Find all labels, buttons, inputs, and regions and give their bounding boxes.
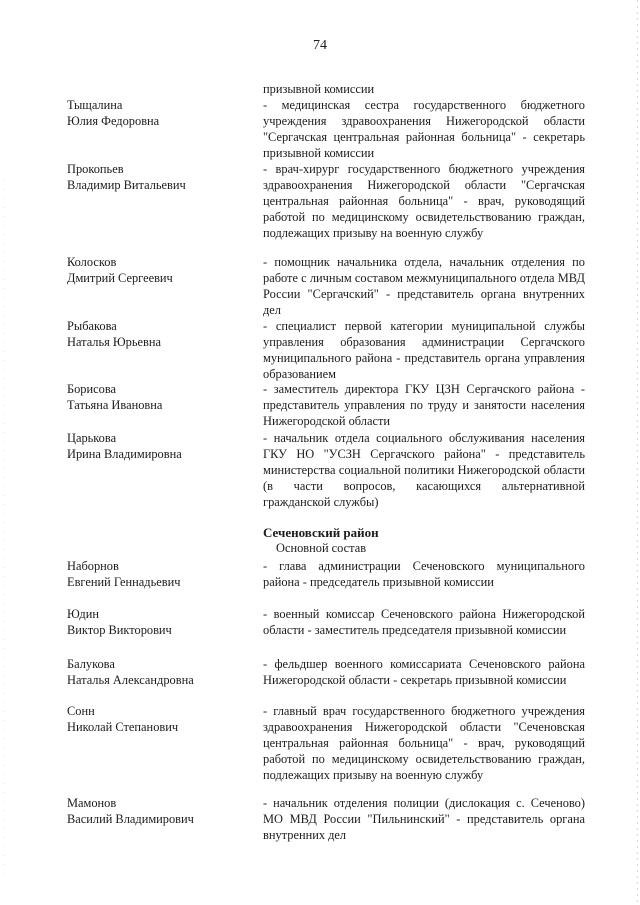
member-surname: Мамонов — [67, 796, 117, 810]
member-role: - начальник отделения полиции (дислокация с. Сеченово) МО МВД России "Пильнинский" - представитель органа внутренних дел — [263, 796, 585, 842]
member-role: - главный врач государственного бюджетного учреждения здравоохранения Нижегородской области "Сеченовская центральная районная больница" - врач, руководящий работой по медицинскому освидетельствованию граждан, подлежащих призыву на военную службу — [263, 704, 585, 782]
member-given-name: Наталья Александровна — [67, 673, 194, 687]
scan-edge-artifact — [637, 0, 638, 905]
member-surname: Наборнов — [67, 559, 119, 573]
member-given-name: Татьяна Ивановна — [67, 398, 163, 412]
member-surname: Балукова — [67, 657, 115, 671]
member-surname: Прокопьев — [67, 162, 124, 176]
member-surname: Царькова — [67, 431, 117, 445]
member-role: - медицинская сестра государственного бюджетного учреждения здравоохранения Нижегородской области "Сергачская центральная районная больница" - секретарь призывной комиссии — [263, 98, 585, 160]
member-given-name: Владимир Витальевич — [67, 178, 186, 192]
member-given-name: Виктор Викторович — [67, 623, 172, 637]
page-number: 74 — [313, 38, 327, 53]
section-title: Сеченовский район — [263, 525, 379, 540]
member-name — [67, 254, 257, 286]
member-surname: Тыщалина — [67, 98, 123, 112]
member-name — [67, 795, 257, 827]
member-name — [67, 318, 257, 350]
member-given-name: Юлия Федоровна — [67, 114, 160, 128]
member-given-name: Дмитрий Сергеевич — [67, 271, 173, 285]
member-role: - глава администрации Сеченовского муниципального района - председатель призывной комиссии — [263, 559, 585, 589]
member-given-name: Наталья Юрьевна — [67, 335, 161, 349]
member-name — [67, 430, 257, 462]
member-given-name: Евгений Геннадьевич — [67, 575, 181, 589]
member-given-name: Николай Степанович — [67, 720, 179, 734]
scan-edge-artifact-left — [3, 180, 4, 880]
member-role: - врач-хирург государственного бюджетного учреждения здравоохранения Нижегородской области "Сергачская центральная районная больница" - врач, руководящий работой по медицинскому освидетельствованию граждан, подлежащих призыву на военную службу — [263, 162, 585, 240]
section-subtitle: Основной состав — [276, 541, 367, 555]
continued-role-line: призывной комиссии — [263, 82, 375, 96]
member-role: - фельдшер военного комиссариата Сеченовского района Нижегородской области - секретарь призывной комиссии — [263, 657, 585, 687]
member-name — [67, 606, 257, 638]
member-given-name: Василий Владимирович — [67, 812, 194, 826]
member-name — [67, 558, 257, 590]
member-name — [67, 97, 257, 129]
member-surname: Борисова — [67, 382, 117, 396]
member-name — [67, 381, 257, 413]
member-surname: Рыбакова — [67, 319, 117, 333]
member-surname: Сонн — [67, 704, 95, 718]
member-name — [67, 703, 257, 735]
member-role: - помощник начальника отдела, начальник отделения по работе с личным составом межмуниципального отдела МВД России "Сергачский" - представитель органа внутренних дел — [263, 255, 585, 317]
member-role: - заместитель директора ГКУ ЦЗН Сергачского района - представитель управления по труду и занятости населения Нижегородской области — [263, 382, 585, 428]
member-role: - специалист первой категории муниципальной службы управления образования администрации Сергачского муниципального района - представитель органа управления образованием — [263, 319, 585, 381]
member-surname: Колосков — [67, 255, 117, 269]
member-surname: Юдин — [67, 607, 99, 621]
member-given-name: Ирина Владимировна — [67, 447, 182, 461]
member-role: - военный комиссар Сеченовского района Нижегородской области - заместитель председателя призывной комиссии — [263, 607, 585, 637]
member-name — [67, 161, 257, 193]
member-role: - начальник отдела социального обслуживания населения ГКУ НО "УСЗН Сергачского района" - представитель министерства социальной политики Нижегородской области (в части вопросов, касающихся альтернативной гражданской службы) — [263, 431, 585, 509]
member-name — [67, 656, 257, 688]
